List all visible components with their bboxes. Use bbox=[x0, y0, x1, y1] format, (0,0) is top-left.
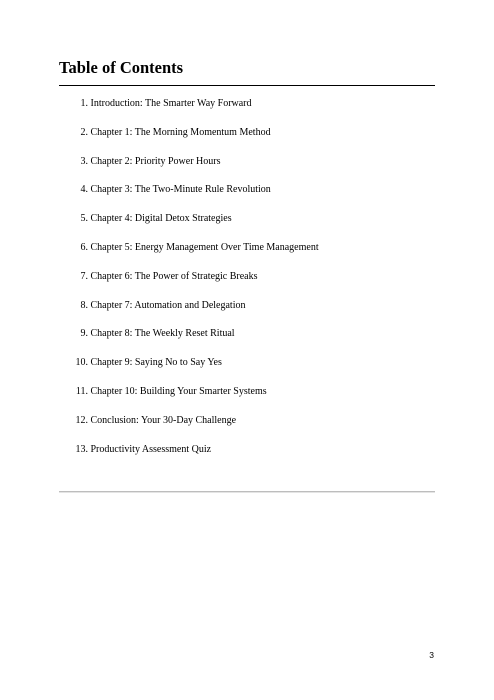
toc-entry-9 bbox=[59, 327, 319, 356]
toc-title: Chapter 6: The Power of Strategic Breaks bbox=[90, 270, 258, 282]
toc-title: Chapter 10: Building Your Smarter Systems bbox=[90, 385, 267, 397]
toc-entry-3 bbox=[59, 155, 319, 184]
toc-entry-1 bbox=[59, 97, 319, 126]
toc-entry-10 bbox=[59, 356, 319, 385]
toc-title: Chapter 4: Digital Detox Strategies bbox=[90, 213, 232, 225]
toc-entry-7 bbox=[59, 270, 319, 299]
toc-title: Chapter 8: The Weekly Reset Ritual bbox=[90, 328, 235, 340]
toc-entry-6 bbox=[59, 241, 319, 270]
section-divider bbox=[59, 491, 435, 492]
toc-title: Productivity Assessment Quiz bbox=[90, 443, 212, 455]
toc-entry-11 bbox=[59, 385, 319, 414]
title-divider bbox=[59, 85, 435, 86]
toc-number: 6. bbox=[80, 241, 88, 253]
toc-number: 13. bbox=[75, 443, 88, 455]
toc-entry-5 bbox=[59, 212, 319, 241]
toc-number: 9. bbox=[80, 328, 88, 340]
toc-title: Chapter 1: The Morning Momentum Method bbox=[90, 126, 271, 138]
toc-title: Chapter 5: Energy Management Over Time Management bbox=[90, 241, 319, 253]
toc-title: Conclusion: Your 30-Day Challenge bbox=[90, 414, 237, 426]
toc-number: 10. bbox=[75, 357, 88, 369]
toc-number: 4. bbox=[80, 184, 88, 196]
toc-number: 8. bbox=[80, 299, 88, 311]
toc-entry-4 bbox=[59, 183, 319, 212]
toc-number: 2. bbox=[80, 126, 88, 138]
toc-number: 5. bbox=[80, 213, 88, 225]
page-number: 3 bbox=[429, 650, 434, 660]
toc-title: Chapter 3: The Two-Minute Rule Revolution bbox=[90, 184, 271, 196]
toc-entry-12 bbox=[59, 414, 319, 443]
toc-title: Introduction: The Smarter Way Forward bbox=[90, 98, 252, 109]
toc-entry-13 bbox=[59, 443, 319, 472]
toc-number: 1. bbox=[80, 98, 88, 109]
toc-entry-2 bbox=[59, 126, 319, 155]
toc-number: 12. bbox=[75, 414, 88, 426]
toc-title: Chapter 2: Priority Power Hours bbox=[90, 155, 221, 167]
toc-title: Chapter 9: Saying No to Say Yes bbox=[90, 357, 222, 369]
toc-number: 3. bbox=[80, 155, 88, 167]
toc-number: 11. bbox=[75, 385, 88, 397]
toc-number: 7. bbox=[80, 270, 88, 282]
toc-title: Chapter 7: Automation and Delegation bbox=[90, 299, 246, 311]
page-title: Table of Contents bbox=[59, 58, 184, 77]
table-of-contents-list bbox=[59, 97, 319, 471]
toc-entry-8 bbox=[59, 299, 319, 328]
